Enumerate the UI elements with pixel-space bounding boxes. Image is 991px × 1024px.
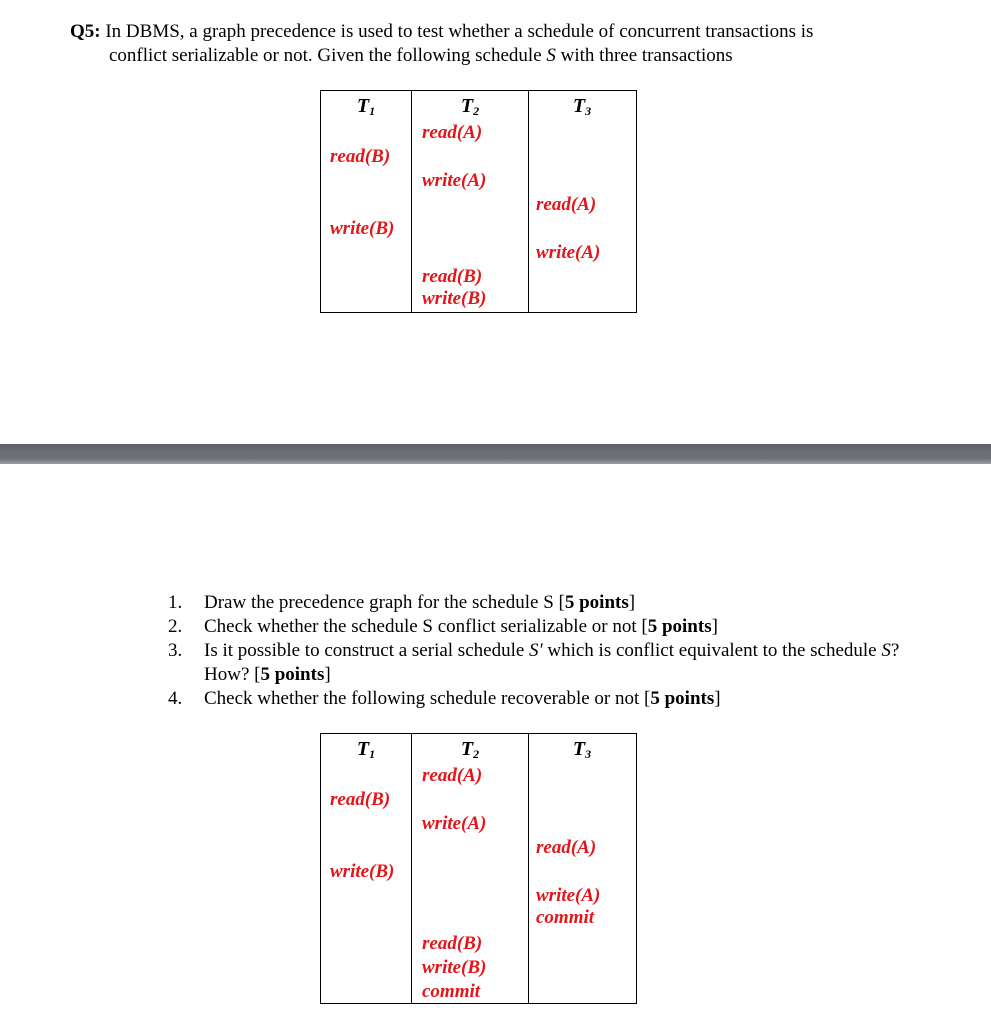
column-t2 xyxy=(411,734,529,1003)
task-item-3: 3. Is it possible to construct a serial schedule S' which is conflict equivalent to the schedule S? How? [5 points] xyxy=(168,640,900,685)
question-text-part3: with three transactions xyxy=(555,45,733,66)
t2-write-a: write(A) xyxy=(422,170,487,191)
page-divider xyxy=(0,444,991,464)
column-t2 xyxy=(411,91,529,312)
t3-read-a: read(A) xyxy=(536,837,597,858)
question-text-part1: In DBMS, a graph precedence is used to test whether a schedule of concurrent transactions is xyxy=(100,21,814,42)
header-t2: $T_2$ xyxy=(460,95,480,118)
schedule-table-2 xyxy=(320,733,637,1004)
t2-read-a: read(A) xyxy=(422,122,483,143)
t2-write-a: write(A) xyxy=(422,813,487,834)
header-t1: $T_1$ xyxy=(356,95,376,118)
t2-commit: commit xyxy=(422,981,481,1002)
column-t3 xyxy=(527,734,637,1003)
t3-write-a: write(A) xyxy=(536,885,601,906)
t2-write-b: write(B) xyxy=(422,288,487,309)
schedule-table-1 xyxy=(320,90,637,313)
t2-read-b: read(B) xyxy=(422,266,483,287)
t3-commit: commit xyxy=(536,907,595,928)
question-text-part2: conflict serializable or not. Given the following schedule xyxy=(109,45,547,66)
header-t1: $T_1$ xyxy=(356,738,376,761)
column-t3 xyxy=(527,91,637,312)
t1-write-b: write(B) xyxy=(330,861,395,882)
task-item-4: 4. Check whether the following schedule recoverable or not [5 points] xyxy=(168,688,721,709)
t3-read-a: read(A) xyxy=(536,194,597,215)
t3-write-a: write(A) xyxy=(536,242,601,263)
task-list xyxy=(168,591,908,711)
t2-read-a: read(A) xyxy=(422,765,483,786)
header-t3: $T_3$ xyxy=(572,95,592,118)
question-line2 xyxy=(70,44,950,68)
schedule-variable: S xyxy=(546,45,556,66)
column-t1 xyxy=(321,734,411,1003)
task-item-1: 1. Draw the precedence graph for the schedule S [5 points] xyxy=(168,592,636,613)
question-text xyxy=(70,20,950,68)
t1-read-b: read(B) xyxy=(330,789,391,810)
column-t1 xyxy=(321,91,411,312)
question-label: Q5: xyxy=(70,21,101,42)
t1-write-b: write(B) xyxy=(330,218,395,239)
header-t3: $T_3$ xyxy=(572,738,592,761)
header-t2: $T_2$ xyxy=(460,738,480,761)
t2-write-b: write(B) xyxy=(422,957,487,978)
t2-read-b: read(B) xyxy=(422,933,483,954)
task-item-2: 2. Check whether the schedule S conflict serializable or not [5 points] xyxy=(168,616,718,637)
t1-read-b: read(B) xyxy=(330,146,391,167)
